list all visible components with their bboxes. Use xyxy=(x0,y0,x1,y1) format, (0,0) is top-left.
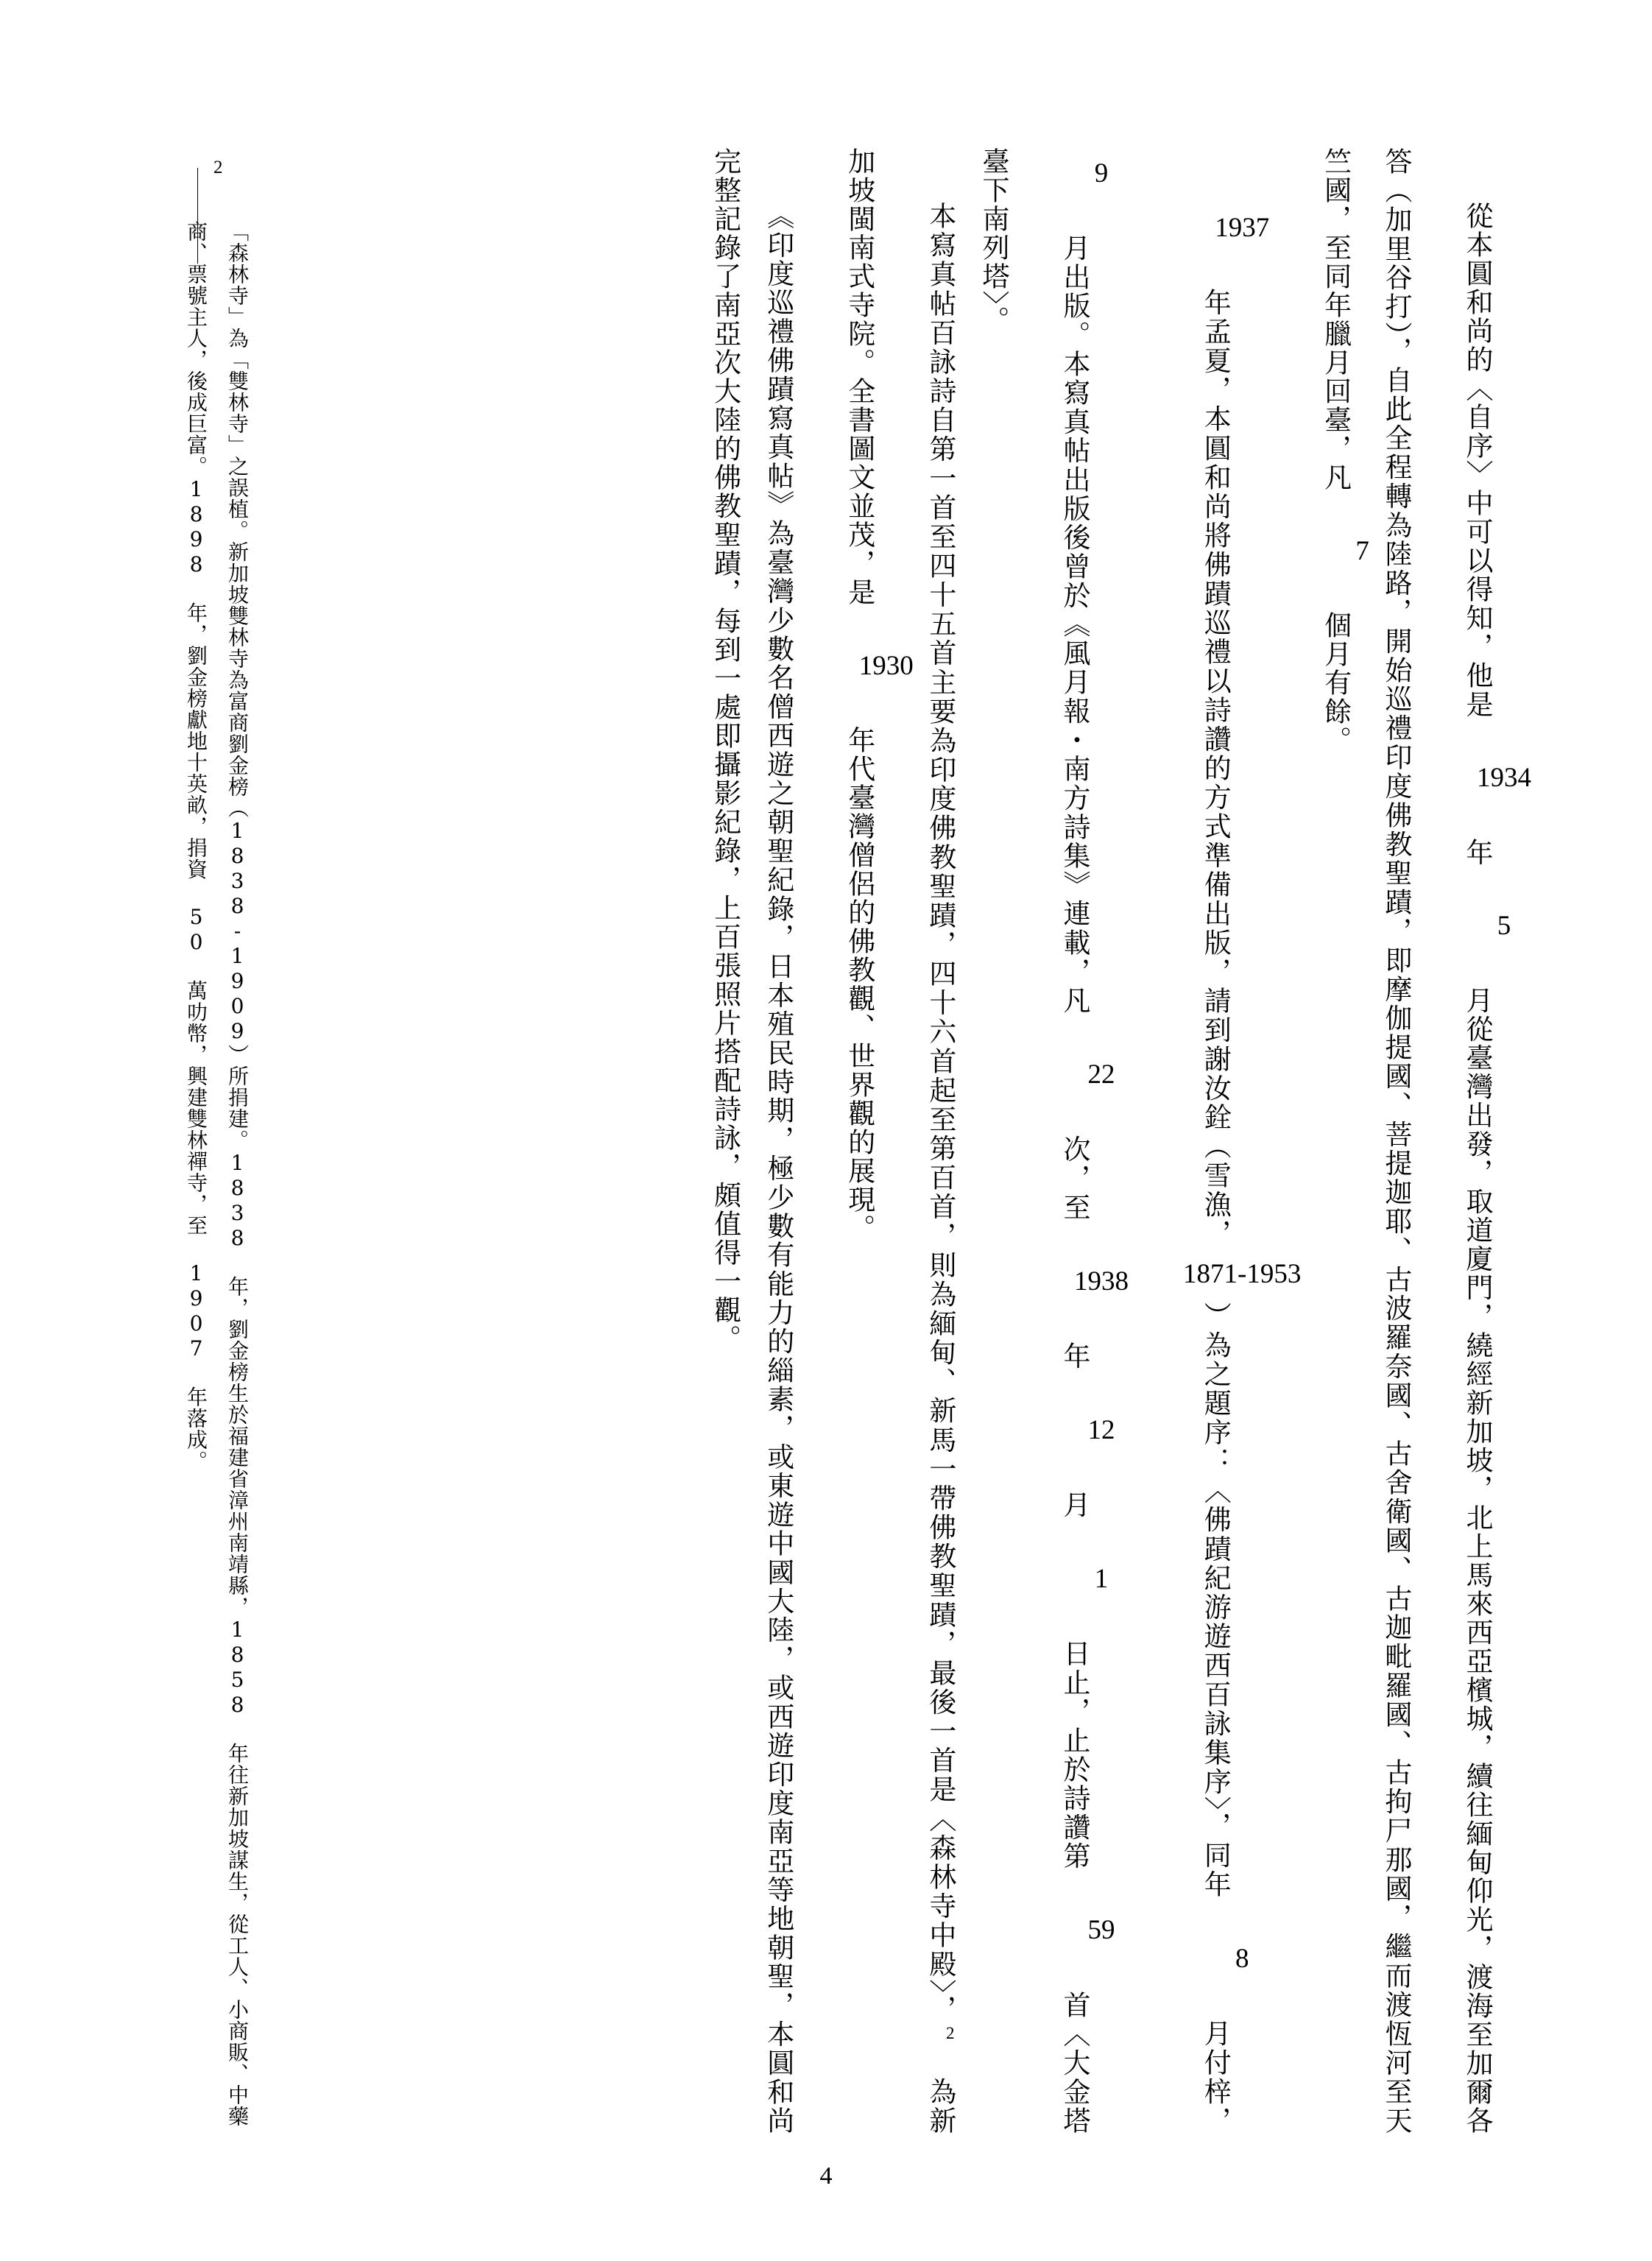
footnote-marker: 2 xyxy=(213,158,223,177)
paragraph-4: 《印度巡禮佛蹟寫真帖》為臺灣少數名僧西遊之朝聖紀錄，日本殖民時期，極少數有能力的緇素，或東遊中國大陸，或西遊印度南亞等地朝聖，本圓和尚完整記錄了南亞次大陸的佛教聖蹟，每到一處即攝影紀錄，上百張照片搭配詩詠，頗值得一觀。 xyxy=(709,147,794,2135)
paragraph-3: 本寫真帖百詠詩自第一首至四十五首主要為印度佛教聖蹟，四十六首起至第百首，則為緬甸、新馬一帶佛教聖蹟，最後一首是〈森林寺中殿〉，$^2$ 為新加坡閩南式寺院。全書圖文並茂，是 1930 年代臺灣僧侶的佛教觀、世界觀的展現。 xyxy=(843,147,960,2136)
page-number: 4 xyxy=(819,2162,833,2190)
paragraph-2: 1937 年孟夏，本圓和尚將佛蹟巡禮以詩讚的方式準備出版，請到謝汝銓（雪漁，1871-1953）為之題序：〈佛蹟紀游遊西百詠集序〉，同年 8 月付梓，9 月出版。本寫真帖出版後曾於《風月報・南方詩集》連載，凡 22 次，至 1938 年 12 月 1 日止，止於詩讚第 59 首〈大金塔臺下南列塔〉。 xyxy=(978,147,1302,2136)
footnote-text: 「森林寺」為「雙林寺」之誤植。新加坡雙林寺為富商劉金榜（1838-1909）所捐建。1838 年，劉金榜生於福建省漳州南靖縣，1858 年往新加坡謀生，從工人、小商販、中藥商、票號主人，後成巨富。1898 年，劉金榜獻地十英畝，捐資 50 萬叻幣，興建雙林禪寺，至 1907 年落成。 xyxy=(184,221,250,2127)
body-text-vertical-columns xyxy=(265,147,1531,2135)
paragraph-1: 從本圓和尚的〈自序〉中可以得知，他是 1934 年 5 月從臺灣出發，取道廈門，繞經新加坡，北上馬來西亞檳城，續往緬甸仰光，渡海至加爾各答（加里谷打），自此全程轉為陸路，開始巡禮印度佛教聖蹟，即摩伽提國、菩提迦耶、古波羅奈國、古舍衛國、古迦毗羅國、古拘尸那國，繼而渡恆河至天竺國，至同年臘月回臺，凡 7 個月有餘。 xyxy=(1319,147,1531,2136)
